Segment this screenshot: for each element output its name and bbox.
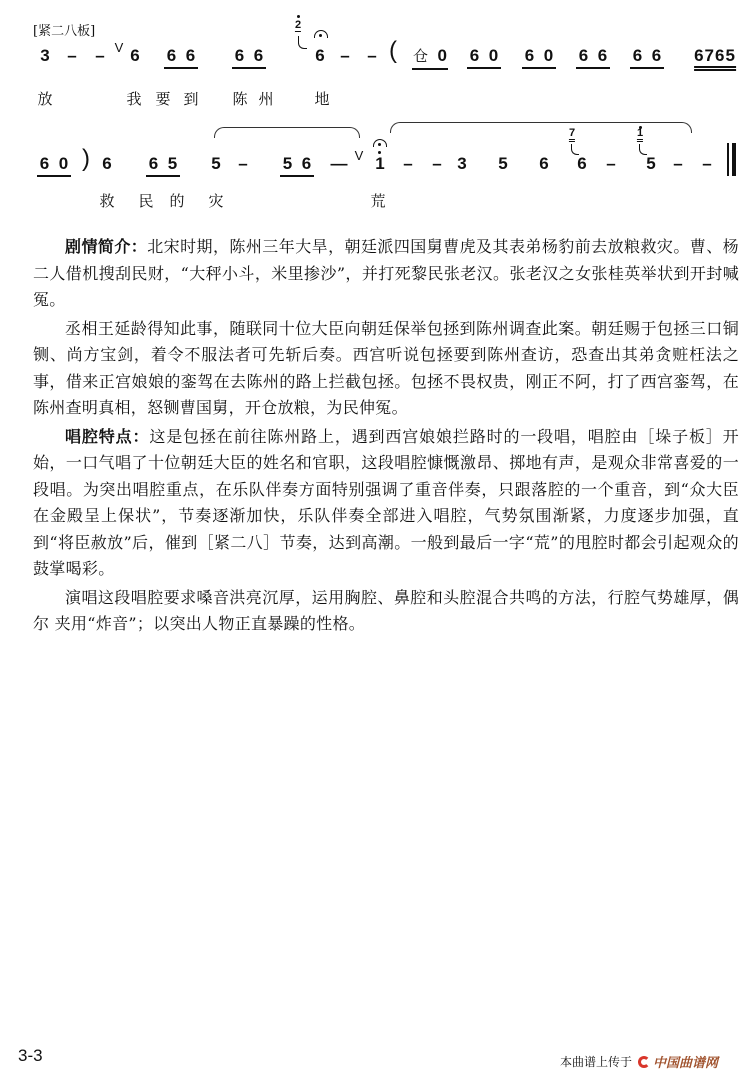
note-group: 6 0	[467, 47, 501, 69]
note: 6	[102, 154, 112, 173]
note: 5	[498, 154, 508, 173]
slur	[390, 122, 692, 133]
plot-text: 北宋时期，陈州三年大旱，朝廷派四国舅曹虎及其表弟杨豹前去放粮救灾。曹、杨二人借机搜刮民财，“大秤小斗，米里掺沙”，并打死黎民张老汉。张老汉之女张桂英举状到开封喊冤。	[33, 237, 739, 309]
site-logo-icon	[638, 1056, 650, 1068]
note: 6	[539, 154, 549, 173]
note: 5	[211, 154, 221, 173]
features-text: 这是包拯在前往陈州路上，遇到西宫娘娘拦路时的一段唱，唱腔由［垛子板］开始，一口气唱了十位朝廷大臣的姓名和官职，这段唱腔慷慨激昂、掷地有声，是观众非常喜爱的一段唱。为突出唱腔重点，在乐队伴奏方面特别强调了重音伴奏，只跟落腔的一个重音，到“众大臣在金殿呈上保状”，节奏逐渐加快，乐队伴奏全部进入唱腔，气势氛围渐紧，力度逐步加强，直到“将臣赦放”后，催到［紧二八］节奏，达到高潮。一般到最后一字“荒”的甩腔时都会引起观众的鼓掌喝彩。	[33, 426, 739, 578]
fermata-icon	[314, 30, 328, 38]
slur	[214, 127, 360, 138]
final-barline	[732, 143, 736, 176]
page-number: 3-3	[18, 1046, 43, 1065]
lyric: 地	[314, 90, 330, 108]
note-group: 6765	[694, 47, 736, 71]
note-group: 6 0	[37, 155, 71, 177]
dash: –	[673, 154, 683, 173]
grace-note: 1	[637, 128, 643, 142]
lyric: 民	[138, 192, 154, 210]
barline	[727, 143, 729, 176]
note-group: 6 0	[522, 47, 556, 69]
dash: –	[702, 154, 712, 173]
dash: –	[432, 154, 442, 173]
dash: –	[367, 46, 377, 65]
dash: –	[238, 154, 248, 173]
dash: —	[330, 154, 348, 173]
note: 3	[457, 154, 467, 173]
note: 5	[646, 154, 656, 173]
description	[33, 234, 739, 640]
lyric: 的	[169, 192, 185, 210]
lyric: 我	[126, 90, 142, 108]
lyric: 灾	[208, 192, 224, 210]
plot-continued: 丞相王延龄得知此事，随联同十位大臣向朝廷保举包拯到陈州调查此案。朝廷赐于包拯三口铜铡、尚方宝剑，着令不服法者可先斩后奏。西宫听说包拯要到陈州查访，恐查出其弟贪赃枉法之事，借来正宫娘娘的銮驾在去陈州的路上拦截包拯。包拯不畏权贵，刚正不阿，打了西宫銮驾，在陈州查明真相，怒铡曹国舅，开仓放粮，为民伸冤。	[33, 318, 739, 417]
lyric: 要	[155, 90, 171, 108]
upload-credit	[560, 1052, 718, 1071]
note: 6	[315, 46, 325, 65]
singing-features	[33, 424, 739, 583]
upload-text: 本曲谱上传于	[560, 1055, 633, 1069]
fermata-icon	[373, 139, 387, 147]
site-name[interactable]: 中国曲谱网	[653, 1056, 719, 1071]
dash: –	[95, 46, 105, 65]
dash: –	[67, 46, 77, 65]
lyric: 州	[258, 90, 274, 108]
lyric: 到	[183, 90, 199, 108]
grace-note: 2	[294, 19, 302, 31]
plot-label: 剧情简介：	[65, 237, 148, 256]
paren-close: )	[82, 145, 90, 172]
dash: –	[606, 154, 616, 173]
lyric: 陈	[232, 90, 248, 108]
dash: –	[340, 46, 350, 65]
note: 3	[40, 46, 50, 65]
performance-notes: 演唱这段唱腔要求嗓音洪亮沉厚，运用胸腔、鼻腔和头腔混合共鸣的方法，行腔气势雄厚，偶尔 夹用“炸音”；以突出人物正直暴躁的性格。	[33, 587, 739, 633]
note-group: 6 6	[232, 47, 266, 69]
lyric: 救	[99, 192, 115, 210]
note: 1	[375, 154, 385, 173]
note: 6	[130, 46, 140, 65]
grace-note: 7	[569, 128, 575, 142]
note-group: 6 6	[630, 47, 664, 69]
dash: –	[403, 154, 413, 173]
breath-mark: V	[114, 40, 124, 55]
grace-hook	[298, 36, 307, 49]
lyric: 荒	[370, 192, 386, 210]
note-group: 6 6	[164, 47, 198, 69]
note-group: 仓 0	[412, 47, 448, 70]
breath-mark: V	[354, 148, 364, 163]
high-dot	[297, 15, 300, 18]
features-label: 唱腔特点：	[65, 426, 150, 446]
plot-summary	[33, 234, 739, 314]
section-label: [紧二八板]	[33, 24, 96, 39]
note-group: 5 6	[280, 155, 314, 177]
lyric: 放	[37, 90, 53, 108]
note-group: 6 5	[146, 155, 180, 177]
note: 6	[577, 154, 587, 173]
note-group: 6 6	[576, 47, 610, 69]
paren-open: (	[389, 37, 397, 64]
